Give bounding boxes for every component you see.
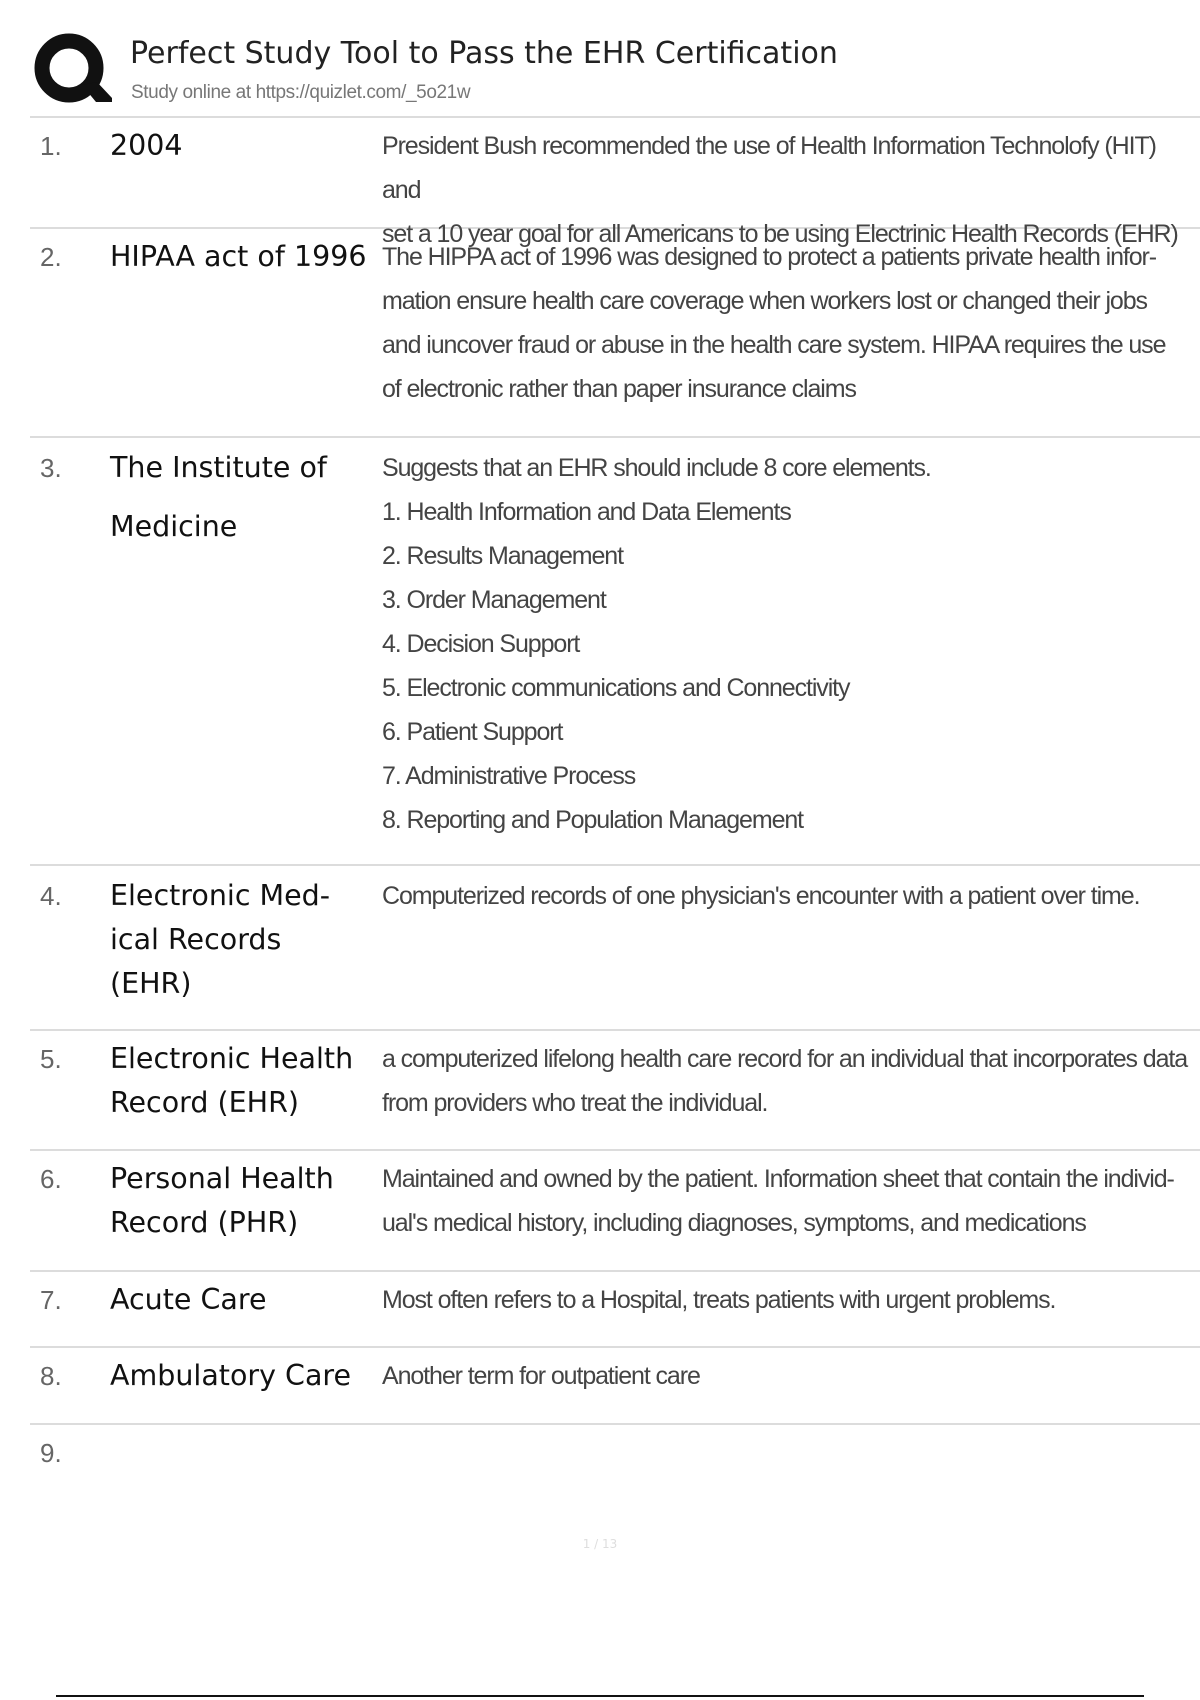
card-term: Electronic Health Record (EHR) [110, 1042, 354, 1119]
card-row [30, 227, 1200, 436]
card-number: 2. [40, 242, 62, 272]
page-header [30, 30, 1200, 110]
card-number: 3. [40, 453, 62, 483]
card-row [30, 1029, 1200, 1149]
quizlet-logo-icon [30, 30, 112, 112]
card-row [30, 436, 1200, 864]
card-definition: The HIPPA act of 1996 was designed to protect a patients private health infor- mation ensure health care coverage when workers lost or changed their jobs and iuncover fraud or abuse in the health care system. HIPAA requires the use of electronic rather than paper insurance claims [382, 243, 1166, 403]
card-number: 9. [40, 1438, 62, 1468]
card-term [110, 1431, 382, 1493]
card-row [30, 1423, 1200, 1493]
card-definition: President Bush recommended the use of Health Information Technolofy (HIT) and set a 10 year goal for all Americans to be using Electrinic Health Records (EHR) [382, 132, 1178, 248]
card-definition: Suggests that an EHR should include 8 core elements. 1. Health Information and Data Elements 2. Results Management 3. Order Management 4. Decision Support 5. Electronic communications and Connectivity 6. Patient Support 7. Administrative Process 8. Reporting and Population Management [382, 454, 931, 834]
flashcard-list [30, 116, 1200, 1493]
study-online-link[interactable]: Study online at https://quizlet.com/_5o21w [131, 82, 471, 103]
card-row [30, 116, 1200, 248]
footer-divider [56, 1695, 1144, 1697]
card-row [30, 1149, 1200, 1270]
card-term: Personal Health Record (PHR) [110, 1162, 334, 1239]
card-definition: Another term for outpatient care [382, 1362, 700, 1390]
card-number: 8. [40, 1361, 62, 1391]
card-term: Acute Care [110, 1283, 267, 1316]
card-definition: a computerized lifelong health care record for an individual that incorporates data from providers who treat the individual. [382, 1045, 1188, 1117]
card-number: 6. [40, 1164, 62, 1194]
card-definition: Maintained and owned by the patient. Information sheet that contain the individ- ual's medical history, including diagnoses, symptoms, and medications [382, 1165, 1174, 1237]
card-number: 1. [40, 131, 62, 161]
card-definition: Computerized records of one physician's encounter with a patient over time. [382, 882, 1140, 910]
card-term: The Institute of Medicine [110, 451, 327, 543]
card-row [30, 1270, 1200, 1346]
card-definition: Most often refers to a Hospital, treats patients with urgent problems. [382, 1286, 1056, 1314]
card-number: 4. [40, 881, 62, 911]
page-title: Perfect Study Tool to Pass the EHR Certification [130, 36, 838, 71]
card-term: HIPAA act of 1996 [110, 240, 367, 273]
card-row [30, 1346, 1200, 1423]
card-term: Ambulatory Care [110, 1359, 352, 1392]
card-term: 2004 [110, 129, 183, 162]
page-indicator: 1 / 13 [582, 1537, 618, 1551]
card-term: Electronic Med- ical Records (EHR) [110, 879, 331, 1000]
card-row [30, 864, 1200, 1029]
card-number: 7. [40, 1285, 62, 1315]
card-number: 5. [40, 1044, 62, 1074]
card-definition [382, 1431, 1200, 1493]
